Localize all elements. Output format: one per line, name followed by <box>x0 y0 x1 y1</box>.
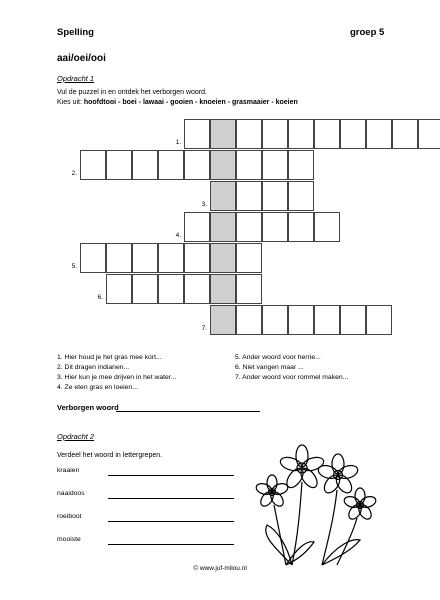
crossword-cell[interactable] <box>288 181 314 211</box>
syllable-answer-line[interactable] <box>108 521 234 522</box>
clue-item: 4. Ze eten gras en loeien... <box>57 384 138 391</box>
crossword-hidden-cell[interactable] <box>210 274 236 304</box>
crossword-cell[interactable] <box>262 212 288 242</box>
crossword-cell[interactable] <box>106 150 132 180</box>
crossword-cell[interactable] <box>262 150 288 180</box>
crossword-cell[interactable] <box>340 119 366 149</box>
crossword-hidden-cell[interactable] <box>210 181 236 211</box>
crossword-cell[interactable] <box>236 243 262 273</box>
crossword-cell[interactable] <box>184 274 210 304</box>
crossword-hidden-cell[interactable] <box>210 305 236 335</box>
crossword-row-number: 4. <box>175 232 181 239</box>
hidden-word-label: Verborgen woord <box>57 403 119 412</box>
crossword-hidden-cell[interactable] <box>210 212 236 242</box>
crossword-cell[interactable] <box>158 150 184 180</box>
syllable-answer-line[interactable] <box>108 498 234 499</box>
syllable-answer-line[interactable] <box>108 544 234 545</box>
choose-words: hoofdtooi - boei - lawaai - gooien - knoeien - grasmaaier - koeien <box>83 99 298 106</box>
crossword-cell[interactable] <box>340 305 366 335</box>
syllable-word: roeiboot <box>57 513 82 520</box>
exercise1-instruction: Vul de puzzel in en ontdek het verborgen woord. <box>57 89 207 96</box>
crossword-cell[interactable] <box>366 305 392 335</box>
crossword-cell[interactable] <box>314 305 340 335</box>
crossword-cell[interactable] <box>236 181 262 211</box>
crossword-cell[interactable] <box>314 212 340 242</box>
flower-illustration <box>252 430 382 570</box>
crossword-cell[interactable] <box>366 119 392 149</box>
group-label: groep 5 <box>350 27 385 38</box>
syllable-word: kraaien <box>57 467 80 474</box>
crossword-hidden-cell[interactable] <box>210 150 236 180</box>
crossword-cell[interactable] <box>132 274 158 304</box>
crossword-cell[interactable] <box>80 243 106 273</box>
clue-item: 1. Hier houd je het gras mee kort... <box>57 354 162 361</box>
choose-label: Kies uit: <box>57 99 82 106</box>
crossword-row-number: 2. <box>71 170 77 177</box>
page-title: aai/oei/ooi <box>57 53 106 64</box>
exercise1-choose <box>57 99 298 106</box>
crossword-cell[interactable] <box>236 119 262 149</box>
crossword-cell[interactable] <box>184 150 210 180</box>
crossword-cell[interactable] <box>288 150 314 180</box>
crossword-cell[interactable] <box>418 119 440 149</box>
crossword-cell[interactable] <box>106 243 132 273</box>
crossword-cell[interactable] <box>314 119 340 149</box>
crossword-row-number: 1. <box>175 139 181 146</box>
hidden-word-line[interactable] <box>116 411 260 412</box>
crossword-cell[interactable] <box>184 212 210 242</box>
exercise2-label: Opdracht 2 <box>57 432 95 441</box>
crossword-hidden-cell[interactable] <box>210 243 236 273</box>
crossword-cell[interactable] <box>392 119 418 149</box>
crossword-cell[interactable] <box>158 243 184 273</box>
crossword-cell[interactable] <box>132 150 158 180</box>
clue-item: 3. Hier kun je mee drijven in het water... <box>57 374 177 381</box>
crossword-cell[interactable] <box>236 212 262 242</box>
crossword-cell[interactable] <box>80 150 106 180</box>
crossword-cell[interactable] <box>262 305 288 335</box>
crossword-cell[interactable] <box>288 119 314 149</box>
clue-item: 5. Ander woord voor herrie... <box>235 354 321 361</box>
crossword-row-number: 3. <box>201 201 207 208</box>
crossword-cell[interactable] <box>262 119 288 149</box>
crossword-cell[interactable] <box>236 150 262 180</box>
exercise1-label: Opdracht 1 <box>57 74 95 83</box>
clue-item: 7. Ander woord voor rommel maken... <box>235 374 349 381</box>
crossword-cell[interactable] <box>288 305 314 335</box>
crossword-cell[interactable] <box>106 274 132 304</box>
crossword-row-number: 6. <box>97 294 103 301</box>
crossword-cell[interactable] <box>158 274 184 304</box>
syllable-word: naaidoos <box>57 490 85 497</box>
crossword-cell[interactable] <box>184 119 210 149</box>
footer-copyright: © www.juf-milou.nl <box>193 565 247 572</box>
crossword-cell[interactable] <box>288 212 314 242</box>
crossword-row-number: 5. <box>71 263 77 270</box>
crossword-cell[interactable] <box>236 274 262 304</box>
crossword-hidden-cell[interactable] <box>210 119 236 149</box>
crossword-cell[interactable] <box>262 181 288 211</box>
exercise2-instruction: Verdeel het woord in lettergrepen. <box>57 452 163 459</box>
clue-item: 2. Dit dragen indianen... <box>57 364 130 371</box>
crossword-cell[interactable] <box>132 243 158 273</box>
crossword-cell[interactable] <box>184 243 210 273</box>
subject-title: Spelling <box>57 27 94 38</box>
crossword-row-number: 7. <box>201 325 207 332</box>
syllable-word: mooiste <box>57 536 81 543</box>
crossword-cell[interactable] <box>236 305 262 335</box>
syllable-answer-line[interactable] <box>108 475 234 476</box>
clue-item: 6. Niet vangen maar ... <box>235 364 304 371</box>
